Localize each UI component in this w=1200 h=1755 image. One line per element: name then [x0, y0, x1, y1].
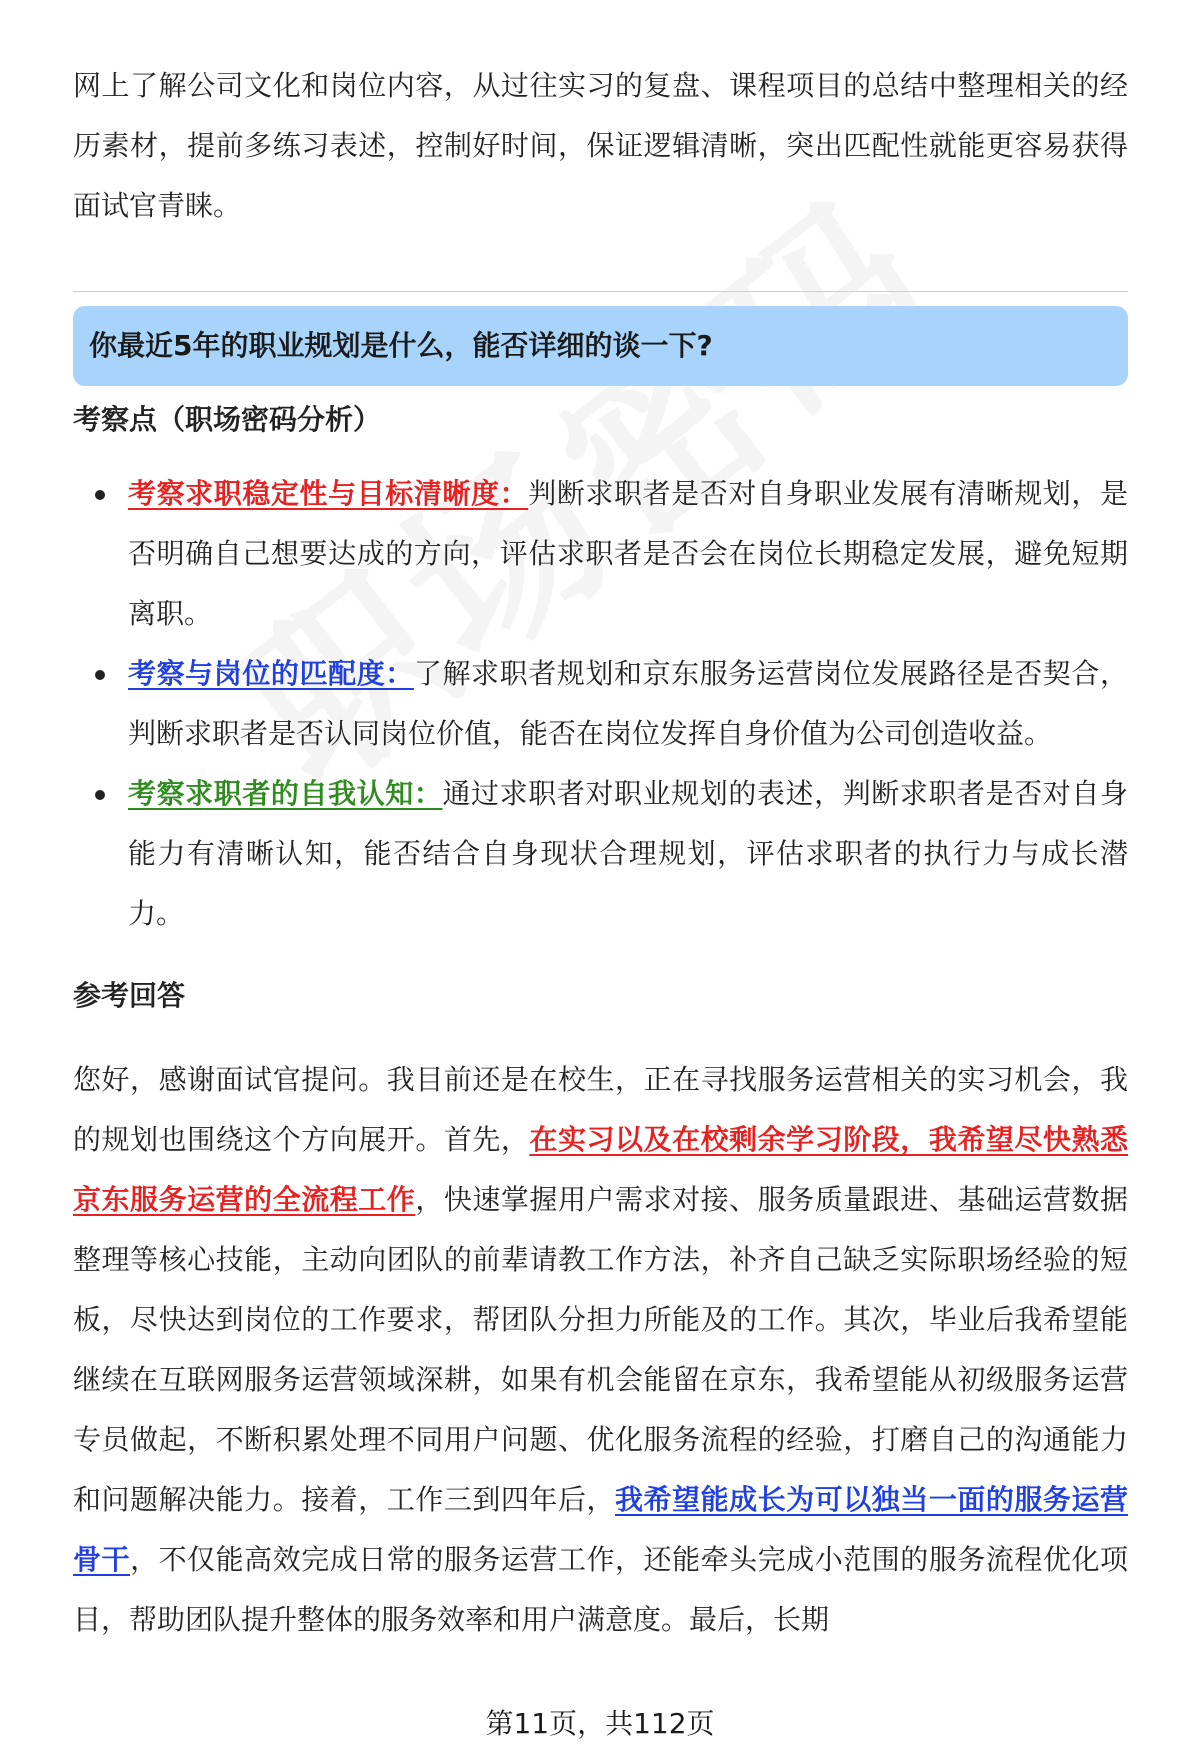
point-text: 通过求职者对职业规划的表述，判断求职者是否对自身能力有清晰认知，能否结合自身现状合理规划，评估求职者的执行力与成长潜力。 — [128, 777, 1128, 930]
point-text: 判断求职者是否对自身职业发展有清晰规划，是否明确自己想要达成的方向，评估求职者是否会在岗位长期稳定发展，避免短期离职。 — [128, 477, 1128, 630]
question-banner: 你最近5年的职业规划是什么，能否详细的谈一下? — [73, 306, 1128, 386]
answer-text: ，不仅能高效完成日常的服务运营工作，还能牵头完成小范围的服务流程优化项目，帮助团队提升整体的服务效率和用户满意度。最后，长期 — [73, 1543, 1128, 1636]
point-keyword: 考察与岗位的匹配度： — [128, 657, 414, 690]
analysis-point — [73, 644, 1128, 764]
analysis-point — [73, 464, 1128, 644]
answer-text: ，快速掌握用户需求对接、服务质量跟进、基础运营数据整理等核心技能，主动向团队的前辈请教工作方法，补齐自己缺乏实际职场经验的短板，尽快达到岗位的工作要求，帮团队分担力所能及的工作。其次，毕业后我希望能继续在互联网服务运营领域深耕，如果有机会能留在京东，我希望能从初级服务运营专员做起，不断积累处理不同用户问题、优化服务流程的经验，打磨自己的沟通能力和问题解决能力。接着，工作三到四年后， — [73, 1183, 1128, 1516]
point-keyword: 考察求职稳定性与目标清晰度： — [128, 477, 529, 510]
section-divider — [73, 291, 1128, 292]
point-text: 了解求职者规划和京东服务运营岗位发展路径是否契合，判断求职者是否认同岗位价值，能否在岗位发挥自身价值为公司创造收益。 — [128, 657, 1128, 750]
answer-title: 参考回答 — [73, 979, 186, 1012]
analysis-points — [73, 464, 1128, 944]
answer-paragraph — [73, 1050, 1128, 1650]
answer-highlight: 我希望能成长为可以独当一面的服务运营骨干 — [73, 1483, 1128, 1576]
answer-highlight: 在实习以及在校剩余学习阶段，我希望尽快熟悉京东服务运营的全流程工作 — [73, 1123, 1128, 1216]
page-content — [73, 56, 1128, 1650]
analysis-point — [73, 764, 1128, 944]
intro-paragraph: 网上了解公司文化和岗位内容，从过往实习的复盘、课程项目的总结中整理相关的经历素材，提前多练习表述，控制好时间，保证逻辑清晰，突出匹配性就能更容易获得面试官青睐。 — [73, 69, 1128, 222]
answer-text: 您好，感谢面试官提问。我目前还是在校生，正在寻找服务运营相关的实习机会，我的规划也围绕这个方向展开。首先， — [73, 1063, 1128, 1156]
analysis-title: 考察点（职场密码分析） — [73, 403, 382, 436]
page-footer: 第11页，共112页 — [485, 1707, 715, 1740]
point-keyword: 考察求职者的自我认知： — [128, 777, 443, 810]
